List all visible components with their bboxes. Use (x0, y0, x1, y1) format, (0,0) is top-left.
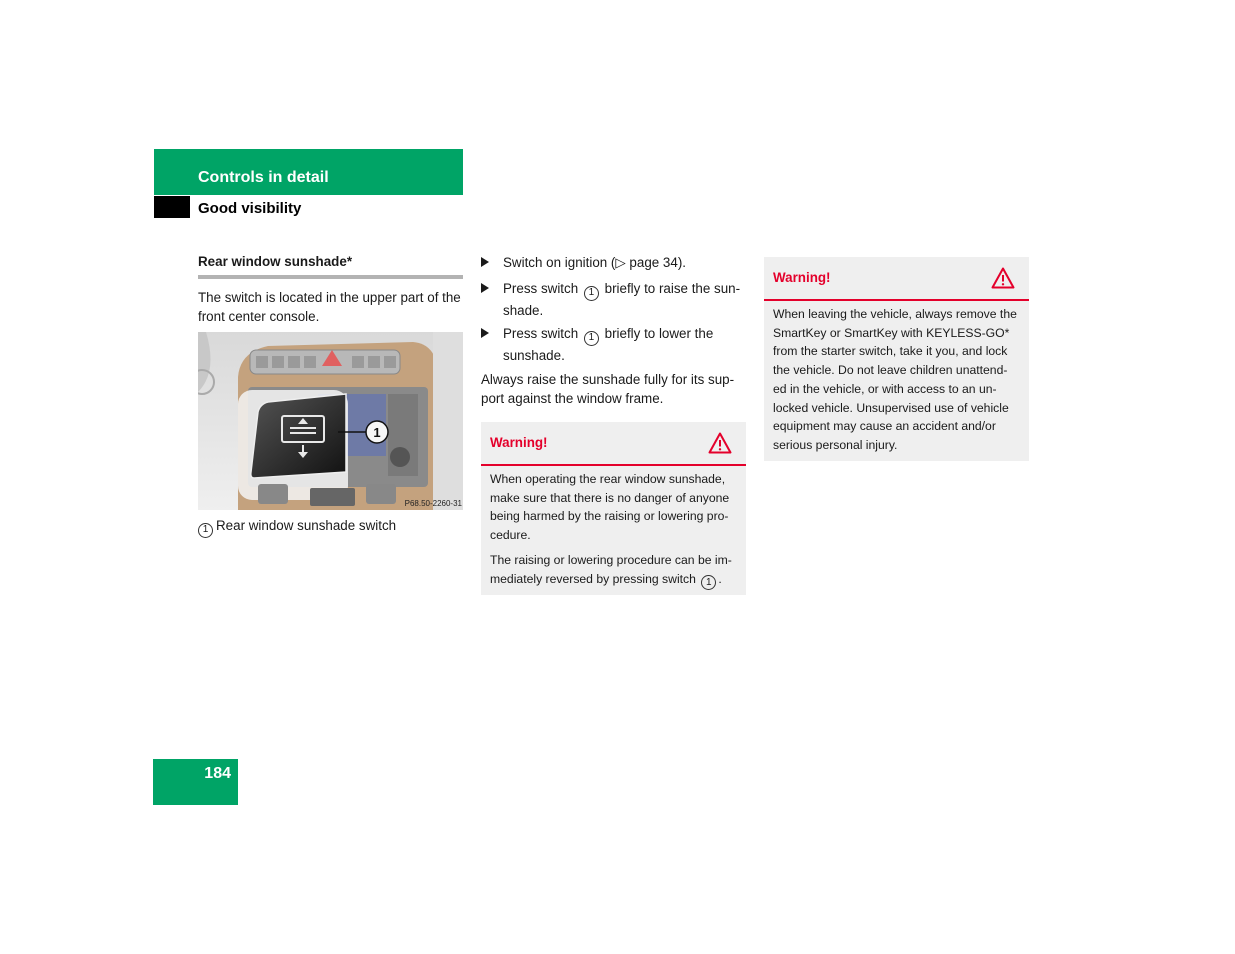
warning-text: When operating the rear window sunshade, make sure that there is no danger of anyone being harmed by the raising or lowering pro-cedure. (490, 472, 730, 543)
callout-number: 1 (584, 331, 599, 346)
chapter-title: Controls in detail (198, 169, 329, 186)
console-photo (198, 332, 463, 510)
instruction-step (481, 253, 747, 272)
step-text: Press switch (503, 326, 579, 341)
step-text: page 34). (625, 255, 687, 270)
callout-number: 1 (584, 286, 599, 301)
figure-caption (198, 516, 463, 538)
step-text: Press switch (503, 281, 579, 296)
page-number: 184 (204, 765, 231, 782)
subsection-heading: Rear window sunshade* (198, 254, 463, 279)
warning-text-part: The raising or lowering procedure can be im-mediately reversed by pressing switch (490, 552, 732, 586)
section-title: Good visibility (198, 200, 302, 217)
bullet-arrow-icon (481, 283, 489, 293)
warning-box (764, 257, 1029, 461)
instruction-step (481, 324, 747, 365)
figure-ref-code: P68.50-2260-31 (404, 499, 462, 508)
page-ref-arrow-icon: ▷ (615, 255, 626, 270)
intro-paragraph: The switch is located in the upper part of the front center console. (198, 290, 461, 324)
bullet-arrow-icon (481, 328, 489, 338)
warning-label: Warning! (773, 270, 831, 285)
step-text: briefly to raise the sun-shade. (503, 281, 741, 318)
warning-box (481, 422, 746, 595)
step-text: Switch on ignition ( (503, 255, 616, 270)
step-text: briefly to lower the sunshade. (503, 326, 714, 363)
header-marker (154, 196, 190, 218)
bullet-arrow-icon (481, 257, 489, 267)
callout-number: 1 (198, 523, 213, 538)
warning-text: When leaving the vehicle, always remove the SmartKey or SmartKey with KEYLESS-GO* from the starter switch, take it you, and lock the vehicle. Do not leave children unattend-ed in the vehicle, or with access to an un-locked vehicle. Unsupervised use of vehicle equipment may cause an accident and/or serious personal injury. (773, 307, 1017, 452)
warning-label: Warning! (490, 435, 548, 450)
warning-triangle-icon (991, 267, 1015, 294)
note-paragraph: Always raise the sunshade fully for its sup-port against the window frame. (481, 372, 735, 406)
warning-text (490, 551, 737, 590)
warning-text-part: . (718, 571, 722, 586)
callout-number: 1 (701, 575, 716, 590)
warning-triangle-icon (708, 432, 732, 459)
instruction-step (481, 279, 747, 320)
photo-callout: 1 (373, 425, 381, 440)
caption-text: Rear window sunshade switch (216, 518, 397, 533)
